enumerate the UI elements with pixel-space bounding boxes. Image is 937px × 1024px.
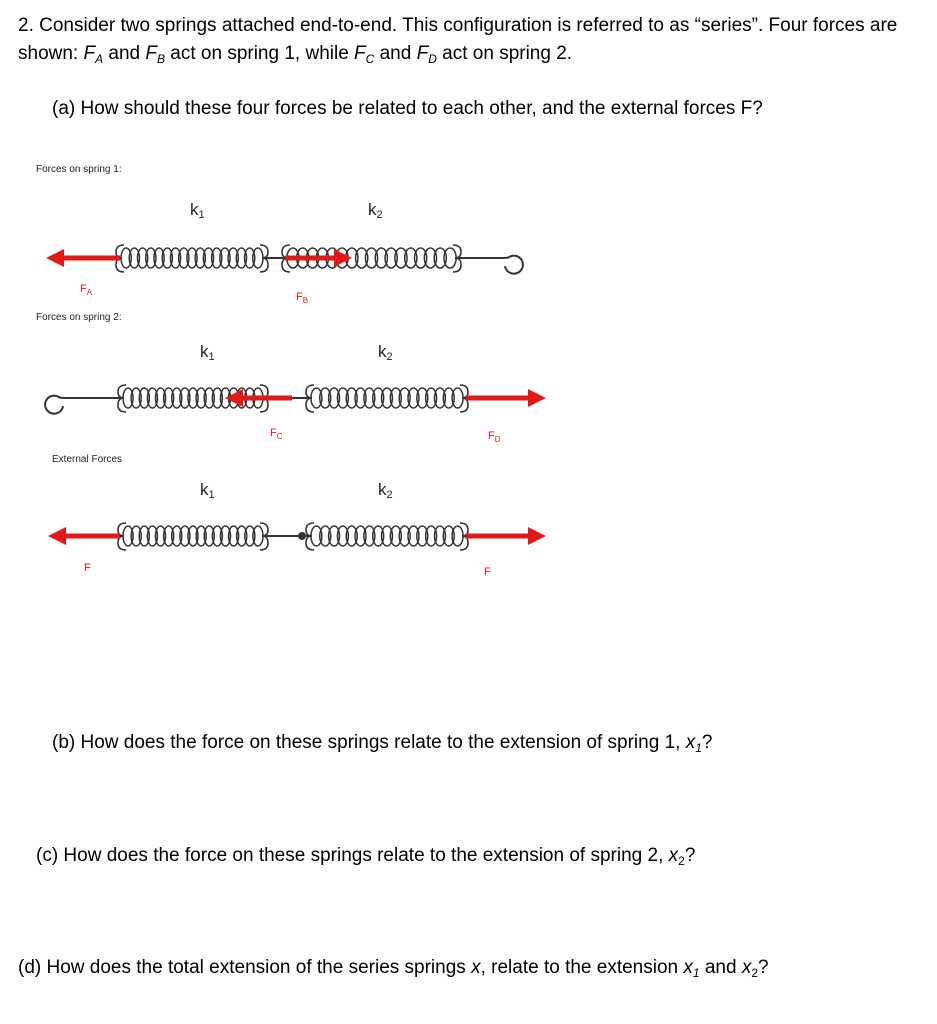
joint-dot-row3 [298,532,306,540]
intro-and-2: and [374,43,417,64]
k1-label-row1: k1 [190,200,205,221]
label-f-left: F [84,562,91,574]
spring-2-row2 [306,385,468,412]
intro-and-1: and [103,43,146,64]
intro-text-1: 2. Consider two springs attached end-to-end. This configuration is referred to as “series”. Four forces are shown: [18,15,898,64]
force-fb-sub: B [156,52,165,66]
force-fc: F [354,43,366,64]
force-fa: F [83,43,96,64]
left-hook-row2 [45,396,68,414]
label-fd: $F_D$ [488,430,501,444]
force-fd-sub: D [428,52,437,66]
arrow-fb [285,249,352,267]
label-fb: $F_B$ [296,291,309,305]
arrow-fa [46,249,120,267]
force-fa-sub: A [95,52,104,66]
label-f-right: F [484,566,491,578]
k2-label-row3: k2 [378,480,393,501]
force-fd: F [416,43,429,64]
arrow-f-left [48,527,120,545]
section-label-spring2: Forces on spring 2: [36,312,122,323]
spring-1-row3 [118,523,268,550]
spring-2-row3 [306,523,468,550]
arrow-fd [466,389,546,407]
arrow-fc [225,389,292,407]
question-d: (d) How does the total extension of the series springs x, relate to the extension $x_1$ and $x_2$? [18,957,769,980]
label-fc: $F_C$ [270,427,283,441]
section-label-spring1: Forces on spring 1: [36,164,122,175]
k1-label-row2: k1 [200,342,215,363]
k2-label-row1: k2 [368,200,383,221]
k1-label-row3: k1 [200,480,215,501]
question-b: (b) How does the force on these springs relate to the extension of spring 1, $x_1$? [52,732,713,755]
force-fc-sub: C [365,52,375,66]
section-label-external: External Forces [52,454,123,465]
right-hook-row1 [500,256,523,274]
label-fa: $F_A$ [80,283,93,297]
intro-text-3: act on spring 2. [436,43,573,64]
arrow-f-right [466,527,546,545]
force-fb: F [145,43,157,64]
question-c: (c) How does the force on these springs relate to the extension of spring 2, $x_2$? [36,845,696,868]
spring-1-row1 [116,245,268,272]
intro-text-2: act on spring 1, while [165,43,355,64]
k2-label-row2: k2 [378,342,393,363]
question-a: (a) How should these four forces be related to each other, and the external forces F? [52,98,763,119]
